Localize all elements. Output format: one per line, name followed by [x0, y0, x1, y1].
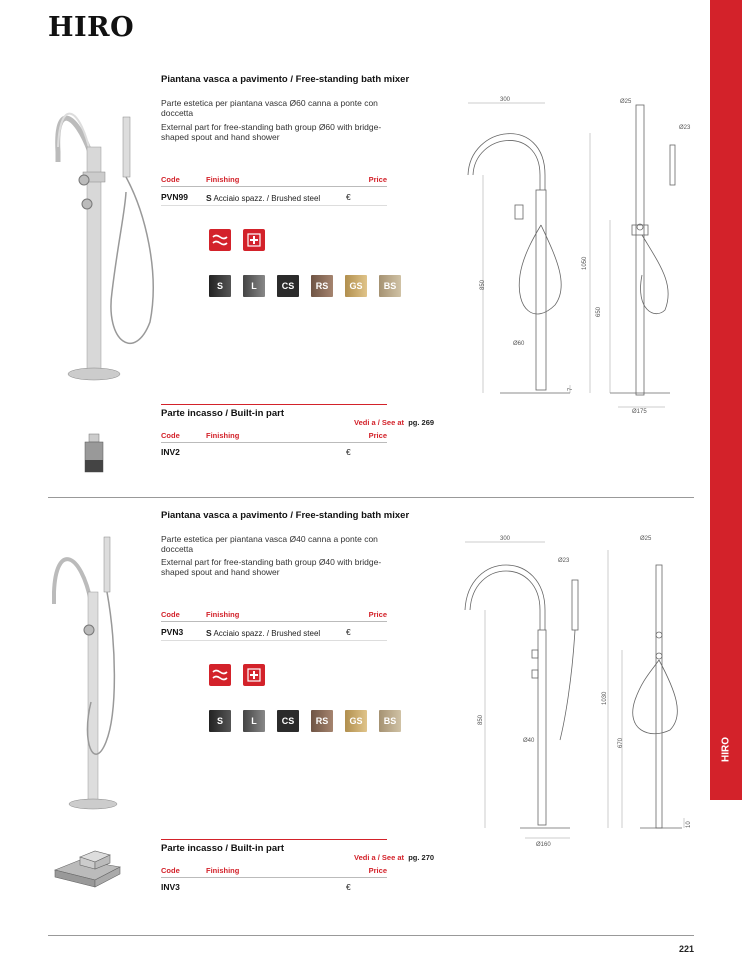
technical-drawing-pvn3: [460, 530, 700, 850]
sidebar-tab: [710, 0, 742, 800]
product-image-pvn3: [46, 532, 156, 817]
sidebar-label: HIRO: [720, 737, 732, 763]
header-price: Price: [368, 431, 387, 440]
dim-top-diameter: Ø25: [620, 99, 632, 105]
builtin-table-header: [161, 431, 387, 443]
dim-base-height: 10: [686, 821, 692, 828]
dim-total: 1050: [582, 256, 588, 270]
builtin-row: [161, 446, 387, 460]
header-price: Price: [368, 175, 387, 184]
product-title: Piantana vasca a pavimento / Free-standing bath mixer: [161, 510, 410, 521]
product-image-pvn99: [50, 92, 165, 387]
swatch-l: L: [243, 710, 265, 732]
code-table-header: [161, 175, 387, 187]
product-code: PVN3: [161, 627, 184, 637]
dim-shower-diameter: Ø23: [679, 125, 691, 131]
dim-base-diameter: Ø175: [632, 409, 647, 415]
dim-width: 300: [500, 536, 511, 542]
swatch-cs: CS: [277, 275, 299, 297]
code-row: [161, 191, 387, 206]
description-it: Parte estetica per piantana vasca Ø40 canna a ponte con doccetta: [161, 534, 378, 554]
see-at-page: pg. 270: [408, 853, 435, 862]
swatch-gs: GS: [345, 710, 367, 732]
swatch-l: L: [243, 275, 265, 297]
swatch-s: S: [209, 275, 231, 297]
header-code: Code: [161, 175, 180, 184]
finish-text: Acciaio spazz. / Brushed steel: [213, 629, 321, 638]
swatch-bs: BS: [379, 710, 401, 732]
header-finishing: Finishing: [206, 431, 240, 440]
finish-letter: S: [206, 193, 212, 203]
finish: [206, 193, 320, 203]
builtin-code: INV3: [161, 882, 180, 892]
see-at-label: Vedi a / See at: [354, 853, 405, 862]
header-price: Price: [368, 610, 387, 619]
footer-divider: [48, 935, 694, 936]
finish: [206, 628, 320, 638]
product-title: Piantana vasca a pavimento / Free-standing bath mixer: [161, 74, 410, 85]
builtin-row: [161, 881, 387, 895]
see-at-ref: [354, 418, 434, 427]
builtin-title: Parte incasso / Built-in part: [161, 839, 387, 854]
builtin-table-header: [161, 866, 387, 878]
description-en: External part for free-standing bath group Ø40 with bridge-shaped spout and hand shower: [161, 557, 382, 577]
dim-shower-diameter: Ø23: [558, 558, 570, 564]
dim-height: 850: [478, 714, 484, 725]
header-finishing: Finishing: [206, 175, 240, 184]
builtin-title: Parte incasso / Built-in part: [161, 404, 387, 419]
dim-height: 850: [480, 279, 486, 290]
see-at-label: Vedi a / See at: [354, 418, 405, 427]
header-finishing: Finishing: [206, 610, 240, 619]
description-en: External part for free-standing bath group Ø60 with bridge-shaped spout and hand shower: [161, 122, 382, 142]
thermostatic-icon: [209, 229, 231, 251]
product-code: PVN99: [161, 192, 188, 202]
dim-total: 1030: [602, 691, 608, 705]
header-finishing: Finishing: [206, 866, 240, 875]
builtin-image-inv3: [50, 845, 125, 890]
see-at-ref: [354, 853, 434, 862]
dim-pipe-diameter: Ø40: [523, 738, 535, 744]
dim-base-diameter: Ø160: [536, 842, 551, 848]
price-currency: €: [346, 192, 351, 202]
page-number: 221: [678, 944, 694, 954]
description-it: Parte estetica per piantana vasca Ø60 canna a ponte con doccetta: [161, 98, 378, 118]
dim-mid: 650: [596, 306, 602, 317]
header-code: Code: [161, 866, 180, 875]
code-row: [161, 626, 387, 641]
dim-pipe-diameter: Ø60: [513, 341, 525, 347]
header-code: Code: [161, 610, 180, 619]
price-currency: €: [346, 882, 351, 892]
swatch-bs: BS: [379, 275, 401, 297]
brand-title: HIRO: [48, 12, 135, 43]
code-table-header: [161, 610, 387, 622]
dim-mid: 670: [618, 737, 624, 748]
builtin-code: INV2: [161, 447, 180, 457]
dim-top-diameter: Ø25: [640, 536, 652, 542]
dim-width: 300: [500, 97, 511, 103]
swatch-rs: RS: [311, 275, 333, 297]
swatch-s: S: [209, 710, 231, 732]
swatch-gs: GS: [345, 275, 367, 297]
technical-drawing-pvn99: [460, 95, 700, 420]
finish-text: Acciaio spazz. / Brushed steel: [213, 194, 321, 203]
thermostatic-icon: [209, 664, 231, 686]
builtin-image-inv2: [82, 432, 106, 477]
dim-base-height: 7: [568, 387, 574, 391]
swatch-rs: RS: [311, 710, 333, 732]
price-currency: €: [346, 627, 351, 637]
header-price: Price: [368, 866, 387, 875]
safety-stop-icon: [243, 229, 265, 251]
finish-letter: S: [206, 628, 212, 638]
header-code: Code: [161, 431, 180, 440]
section-divider: [48, 497, 694, 498]
swatch-cs: CS: [277, 710, 299, 732]
price-currency: €: [346, 447, 351, 457]
see-at-page: pg. 269: [408, 418, 435, 427]
safety-stop-icon: [243, 664, 265, 686]
